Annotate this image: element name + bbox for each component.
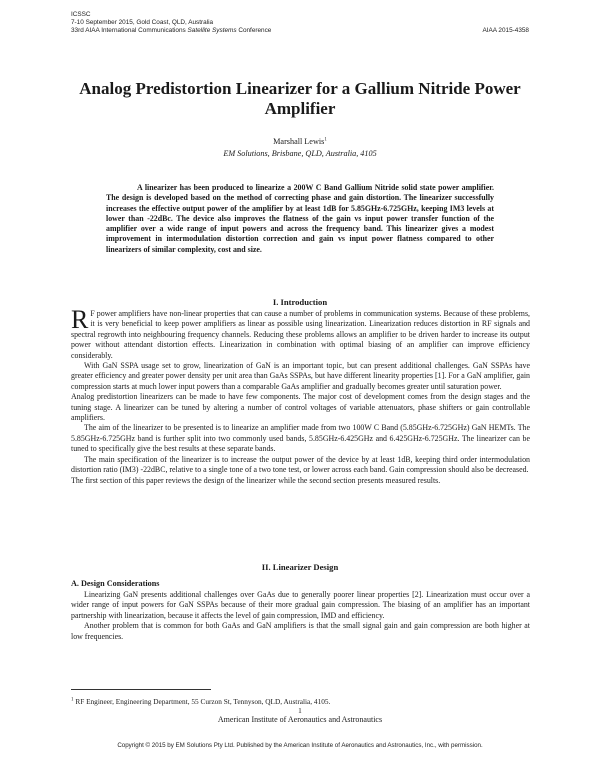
copyright-notice: Copyright © 2015 by EM Solutions Pty Ltd. Published by the American Institute of Aeronautics and Astronautics, Inc., with permission. — [117, 742, 483, 749]
paper-id: AIAA 2015-4358 — [482, 27, 529, 34]
footnote-divider — [71, 689, 211, 690]
section-heading-linearizer-design: II. Linearizer Design — [261, 562, 339, 572]
author-footnote-mark: 1 — [324, 137, 327, 143]
section-heading-introduction: I. Introduction — [272, 297, 328, 307]
society-name: American Institute of Aeronautics and Astronautics — [217, 715, 383, 724]
intro-paragraph-6: The first section of this paper reviews the design of the linearizer while the second section presents measured results. — [71, 475, 441, 485]
conference-acronym: ICSSC — [71, 11, 91, 18]
design-body — [71, 590, 530, 642]
page-number: 1 — [298, 706, 302, 715]
subsection-heading-design-considerations: A. Design Considerations — [71, 579, 160, 588]
paper-title: Analog Predistortion Linearizer for a Gallium Nitride Power Amplifier — [79, 79, 521, 118]
intro-paragraph-4: The aim of the linearizer to be presented is to linearize an amplifier made from two 100W C Band (5.85GHz-6.725GHz) GaN HEMTs. The 5.85GHz-6.725GHz band is further split into two commonly used bands, 5.85GHz-6.425GHz and 6.425GHz-6.725GHz. The linearizer can be tuned to specifically give the best results at these separate bands. — [71, 423, 530, 454]
footnote: $^1$ RF Engineer, Engineering Department, 55 Curzon St, Tennyson, QLD, Australia, 4105. — [71, 697, 331, 706]
affiliation: EM Solutions, Brisbane, QLD, Australia, 4105 — [223, 149, 377, 158]
design-paragraph-2: Another problem that is common for both GaAs and GaN amplifiers is that the small signal gain and gain compression are both higher at low frequencies. — [71, 621, 530, 641]
introduction-body — [71, 305, 530, 486]
drop-cap: R — [71, 305, 89, 334]
intro-paragraph-5: The main specification of the linearizer is to increase the output power of the device by at least 1dB, keeping third order intermodulation distortion ratio (IM3) -22dBC, relative to a single tone of a two tone test, or lower across each band. Gain compression should also be decreased. — [71, 454, 530, 475]
abstract: A linearizer has been produced to linearize a 200W C Band Gallium Nitride solid state power amplifier. The design is developed based on the method of correcting phase and gain distortion. The linearizer successfully increases the effective output power of the amplifier by at least 1dB for 5.85GHz-6.725GHz, keeping IM3 levels at lower than -22dBc. The device also improves the flatness of the gain vs input power transfer function of the amplifier over a wide range of input powers and across the frequency band. This linearizer gives a modest improvement in intermodulation distortion correction and gain vs input power flatness compared to other linearizers of similar complexity, cost and size. — [106, 183, 494, 254]
conference-name: 33rd AIAA International Communications Satellite Systems Conference — [71, 27, 272, 34]
design-paragraph-1: Linearizing GaN presents additional challenges over GaAs due to generally poorer linear properties [2]. Linearization must occur over a wider range of input powers for GaN SSPAs because of their more gradual gain compression. The biasing of an amplifier has an important partnership with linearization, because it affects the level of gain compression, IMD and efficiency. — [71, 590, 530, 620]
intro-paragraph-2: With GaN SSPA usage set to grow, linearization of GaN is an important topic, but can present additional challenges. GaN SSPAs have greater efficiency and greater power density per unit area than GaAs SSPAs, but have different linearity properties [1]. For a GaN amplifier, gain compression starts at much lower input powers than a comparable GaAs amplifier and gradually becomes greater until saturation power. — [71, 361, 530, 391]
intro-paragraph-3: Analog predistortion linearizers can be made to have few components. The major cost of development comes from the design stages and the tuning stage. A linearizer can be tuned by altering a number of control voltages of variable attenuators, phase shifters or gain controllable amplifiers. — [71, 392, 530, 423]
intro-paragraph-1: R F power amplifiers have non-linear properties that can cause a number of problems in communication systems. Because of these problems, it is very beneficial to keep power amplifiers as linear as possible using linearization. Linearization reduces distortion in RF signals and spectral regrowth into neighbouring frequency channels. Reducing these problems allows an amplifier to be driven harder to increase its output power without attendant distortion effects. Linearization in combination with optimal biasing of an amplifier can improve efficiency considerably. — [71, 305, 530, 360]
conference-dates: 7-10 September 2015, Gold Coast, QLD, Australia — [71, 19, 214, 26]
author: Marshall Lewis$^1$ — [273, 137, 327, 146]
